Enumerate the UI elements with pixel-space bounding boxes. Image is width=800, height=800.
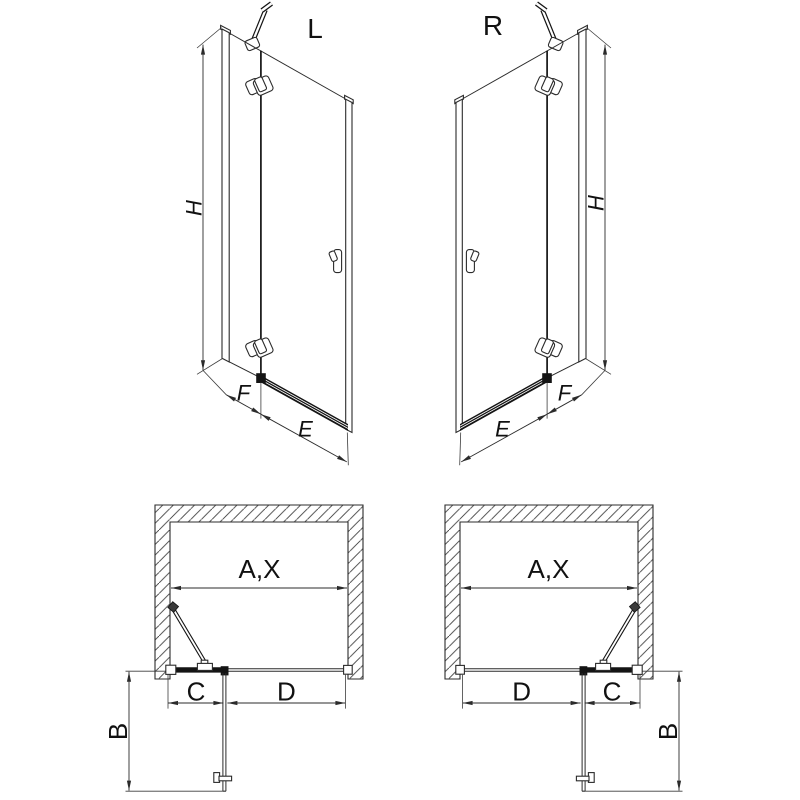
door-width-label-right: E [495, 416, 510, 442]
door-swing-label-right-plan: B [652, 722, 683, 741]
fixed-width-label-right: F [557, 380, 572, 406]
left-3d-door-drawing [197, 4, 353, 466]
right-plan-wall [445, 505, 653, 679]
opening-width-label-left-plan: A,X [238, 554, 281, 584]
door-width-label-left: E [298, 416, 313, 442]
variant-label-left: L [307, 13, 323, 44]
height-label-left: H [181, 200, 207, 216]
fixed-panel-label-left-plan: C [186, 676, 206, 707]
door-opening-label-left-plan: D [277, 676, 296, 707]
variant-label-right: R [482, 10, 504, 41]
door-swing-label-left-plan: B [102, 722, 133, 741]
right-3d-door-drawing [455, 4, 611, 466]
opening-width-label-right-plan: A,X [527, 554, 570, 584]
fixed-width-label-left: F [236, 380, 251, 406]
height-label-right: H [583, 195, 609, 211]
left-plan-wall [155, 505, 363, 679]
fixed-panel-label-right-plan: C [602, 676, 622, 707]
door-opening-label-right-plan: D [512, 676, 531, 707]
